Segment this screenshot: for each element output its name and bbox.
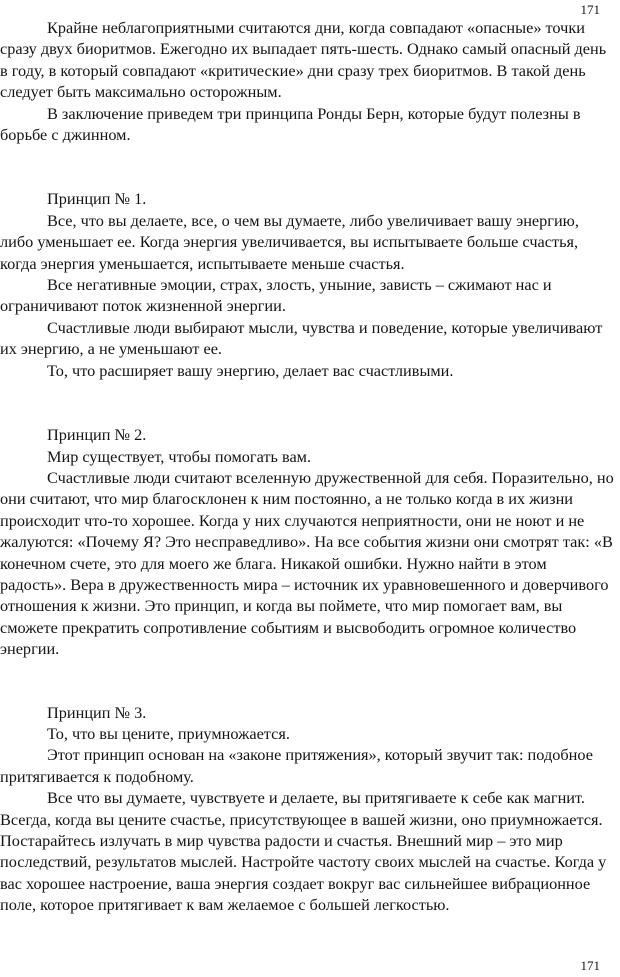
principle-heading: Принцип № 2. (47, 425, 147, 445)
principle-1 (0, 188, 616, 381)
paragraph: Крайне неблагоприятными считаются дни, когда совпадают «опасные» точки сразу двух биоритмов. Ежегодно их выпадает пять-шесть. Однако самый опасный день в году, в который совпадают «критические» дни сразу трех биоритмов. В такой день следует быть максимально осторожным. (0, 18, 607, 102)
page-number-top: 171 (580, 2, 600, 17)
paragraph: Счастливые люди выбирают мысли, чувства и поведение, которые увеличивают их энергию, а не уменьшают ее. (0, 317, 603, 359)
paragraph: Все негативные эмоции, страх, злость, уныние, зависть – сжимают нас и ограничивают поток жизненной энергии. (0, 275, 552, 316)
paragraph: То, что вы цените, приумножается. (47, 723, 290, 743)
paragraph: Все что вы думаете, чувствуете и делаете, вы притягиваете к себе как магнит. Всегда, когда вы цените счастье, присутствующее в вашей жизни, оно приумножается. Постарайтесь излучать в мир чувства радости и счастья. Внешний мир – это мир последствий, результатов мыслей. Настройте частоту своих мыслей на счастье. Когда у вас хорошее настроение, ваша энергия создает вокруг вас сильнейшее вибрационное поле, которое притягивает к вам желаемое с большей легкостью. (0, 788, 607, 915)
page-number-bottom: 171 (580, 958, 600, 973)
page-body (0, 17, 616, 916)
paragraph: То, что расширяет вашу энергию, делает вас счастливыми. (47, 360, 454, 380)
paragraph: Мир существует, чтобы помогать вам. (47, 446, 312, 466)
principle-2 (0, 424, 616, 659)
paragraph: Все, что вы делаете, все, о чем вы думаете, либо увеличивает вашу энергию, либо уменьшает ее. Когда энергия увеличивается, вы испытываете больше счастья, когда энергия уменьшается, испытываете меньше счастья. (0, 210, 579, 273)
principle-heading: Принцип № 1. (47, 189, 147, 209)
paragraph: В заключение приведем три принципа Ронды Берн, которые будут полезны в борьбе с джинном. (0, 103, 581, 145)
paragraph: Счастливые люди считают вселенную дружественной для себя. Поразительно, но они считают, что мир благосклонен к ним постоянно, а не только когда в их жизни происходит что-то хорошее. Когда у них случаются неприятности, они не ноют и не жалуются: «Почему Я? Это несправедливо». На все события жизни они смотрят так: «В конечном счете, это для моего же блага. Никакой ошибки. Нужно найти в этом радость». Вера в дружественность мира – источник их уравновешенного и доверчивого отношения к жизни. Это принцип, и когда вы поймете, что мир помогает вам, вы сможете прекратить сопротивление событиям и высвободить огромное количество энергии. (0, 467, 614, 659)
principle-3 (0, 702, 616, 916)
principle-heading: Принцип № 3. (47, 702, 147, 722)
paragraph: Этот принцип основан на «законе притяжения», который звучит так: подобное притягивается к подобному. (0, 745, 593, 786)
